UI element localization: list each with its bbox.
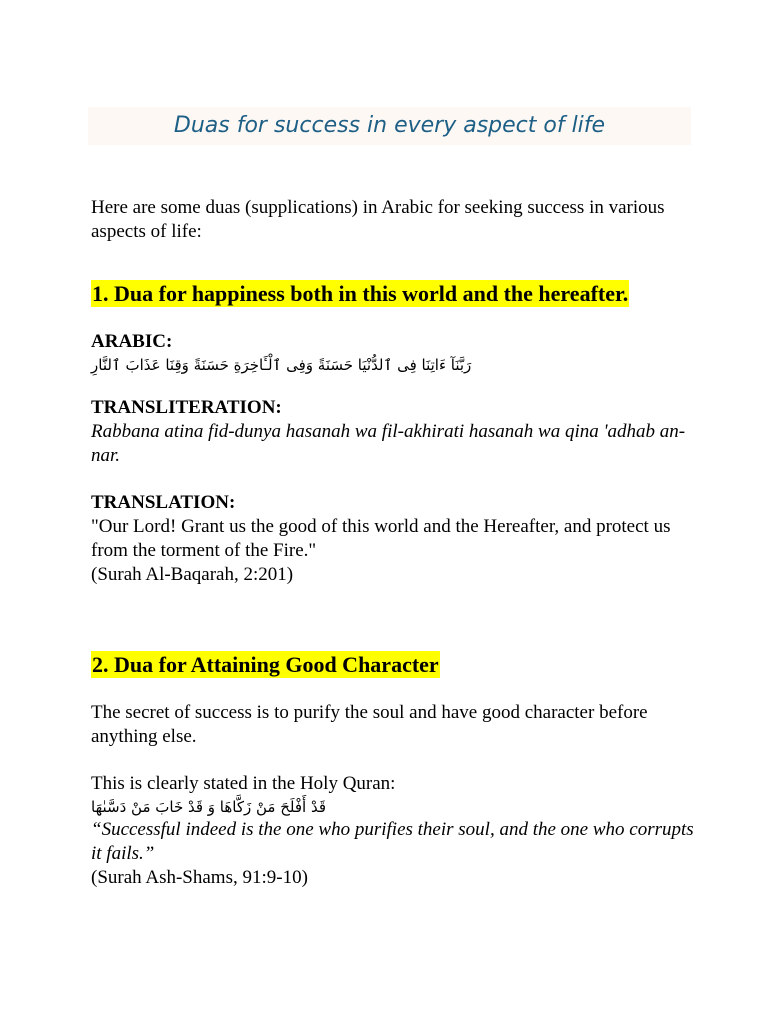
quran-quote: “Successful indeed is the one who purifies their soul, and the one who corrupts it fails.” — [91, 819, 694, 864]
document-body — [91, 196, 701, 890]
section-1-reference: (Surah Al-Baqarah, 2:201) — [91, 564, 294, 585]
section-2-paragraph: The secret of success is to purify the soul and have good character before anything else. — [91, 702, 648, 747]
section-2-heading: 2. Dua for Attaining Good Character — [92, 652, 439, 677]
intro-paragraph: Here are some duas (supplications) in Arabic for seeking success in various aspects of life: — [91, 197, 665, 242]
quran-arabic-text: قَدْ أَفْلَحَ مَنْ زَكَّاهَا وَ قَدْ خَابَ مَنْ دَسَّىٰهَا — [91, 798, 327, 816]
section-2-reference: (Surah Ash-Shams, 91:9-10) — [91, 867, 308, 888]
section-1-heading: 1. Dua for happiness both in this world and the hereafter. — [92, 281, 629, 306]
transliteration-text: Rabbana atina fid-dunya hasanah wa fil-akhirati hasanah wa qina 'adhab an-nar. — [91, 421, 686, 466]
arabic-label: ARABIC: — [91, 331, 173, 352]
translation-text: "Our Lord! Grant us the good of this world and the Hereafter, and protect us from the torment of the Fire." — [91, 516, 671, 561]
translation-label: TRANSLATION: — [91, 492, 236, 513]
quran-intro: This is clearly stated in the Holy Quran: — [91, 773, 396, 794]
transliteration-label: TRANSLITERATION: — [91, 397, 282, 418]
page-title: Duas for success in every aspect of life — [173, 113, 606, 138]
arabic-dua-text: رَبَّنَآ ءَاتِنَا فِى ٱلدُّنْيَا حَسَنَةً وَفِى ٱلْـَٔاخِرَةِ حَسَنَةً وَقِنَا عَذَابَ ٱلنَّارِ — [91, 356, 472, 374]
